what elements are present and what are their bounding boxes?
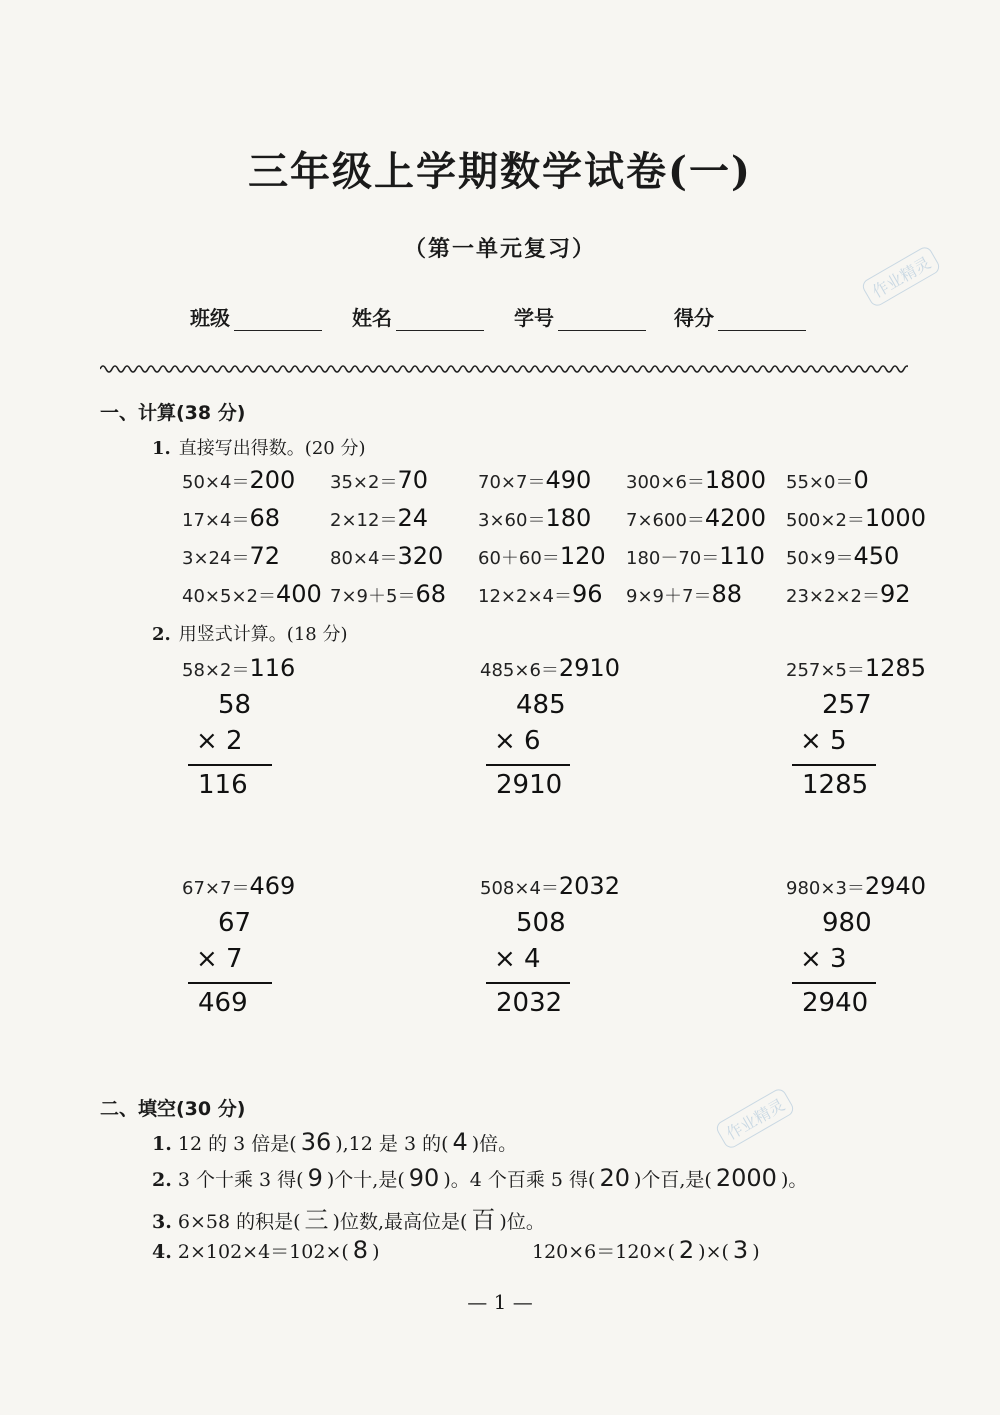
section-heading: 二、填空(30 分) [100,1098,246,1120]
math-problem [786,504,926,532]
calc-underline [188,764,272,766]
fill-text: )。 [780,1169,808,1191]
math-problem [626,542,765,570]
class-label: 班级 [190,306,230,330]
fill-item-3 [152,1200,545,1235]
handwritten-answer: 20 [599,1164,630,1192]
handwritten-answer: 3 [732,1236,749,1264]
student-id-blank [558,310,646,331]
vertical-calc-problem [480,654,660,834]
multiplicand: 67 [218,908,252,938]
score-label: 得分 [674,306,714,330]
handwritten-answer: 320 [397,542,444,570]
fill-text: )个百,是( [633,1169,712,1191]
fill-item-4b [532,1236,760,1264]
question-number: 3. [152,1211,172,1233]
math-problem [182,504,280,532]
multiplicand: 508 [516,908,566,938]
math-problem [626,466,766,494]
multiplicand: 58 [218,690,252,720]
multiplier: × 4 [494,944,541,974]
score-field [674,302,806,331]
math-problem [786,542,899,570]
math-problem [182,542,280,570]
wavy-divider [100,362,908,376]
problem-text: 60＋60＝ [478,548,560,569]
fill-text: )位。 [499,1211,545,1233]
problem-text: 485×6＝ [480,660,559,681]
multiplier: × 3 [800,944,847,974]
name-label: 姓名 [352,306,392,330]
product-result: 2910 [496,770,563,800]
handwritten-answer: 1000 [864,504,926,532]
calc-underline [188,982,272,984]
math-problem [182,580,322,608]
fill-text: ) [752,1241,760,1263]
problem-line [786,654,966,682]
fill-item-2 [152,1164,807,1192]
page-subtitle: （第一单元复习） [403,236,596,262]
handwritten-answer: 百 [471,1206,496,1234]
handwritten-answer: 70 [397,466,428,494]
problem-text: 58×2＝ [182,660,250,681]
question-number: 4. [152,1241,172,1263]
math-problem [478,542,606,570]
handwritten-answer: 96 [571,580,603,608]
fill-text: ),12 是 3 的( [335,1133,449,1155]
math-problem [330,504,428,532]
multiplicand: 485 [516,690,566,720]
math-problem [478,504,591,532]
multiplicand: 257 [822,690,872,720]
student-id-field [514,302,646,331]
vertical-calc-problem [480,872,660,1052]
vertical-calc-problem [182,654,362,834]
problem-text: 508×4＝ [480,878,559,899]
problem-text: 70×7＝ [478,472,546,493]
problem-text: 23×2×2＝ [786,586,880,607]
problem-text: 7×600＝ [626,510,705,531]
problem-text: 3×24＝ [182,548,250,569]
class-field [190,302,322,331]
handwritten-answer: 4 [452,1128,468,1156]
handwritten-answer: 180 [545,504,592,532]
handwritten-answer: 88 [711,580,742,608]
student-id-label: 学号 [514,306,554,330]
product-result: 2940 [802,988,869,1018]
math-problem [182,466,295,494]
section-heading: 一、计算(38 分) [100,402,246,424]
handwritten-answer: 2 [678,1236,695,1264]
problem-text: 40×5×2＝ [182,586,276,607]
handwritten-answer: 116 [249,654,296,682]
fill-text: 6×58 的积是( [177,1211,301,1233]
page-title: 三年级上学期数学试卷(一) [248,148,752,195]
handwritten-answer: 469 [249,872,296,900]
score-blank [718,310,806,331]
problem-text: 67×7＝ [182,878,250,899]
multiplier: × 2 [196,726,243,756]
handwritten-answer: 68 [249,504,280,532]
fill-text: )倍。 [471,1133,518,1155]
name-blank [396,310,484,331]
handwritten-answer: 24 [397,504,428,532]
vertical-calc-problem [786,872,966,1052]
handwritten-answer: 2000 [715,1164,777,1192]
problem-text: 3×60＝ [478,510,546,531]
product-result: 116 [198,770,248,800]
problem-text: 35×2＝ [330,472,398,493]
problem-text: 2×12＝ [330,510,398,531]
math-problem [478,580,603,608]
handwritten-answer: 400 [275,580,322,608]
calc-underline [792,764,876,766]
handwritten-answer: 2940 [864,872,926,900]
handwritten-answer: 0 [853,466,869,494]
handwritten-answer: 200 [249,466,296,494]
problem-text: 300×6＝ [626,472,705,493]
problem-line [480,654,660,682]
handwritten-answer: 450 [853,542,900,570]
class-blank [234,310,322,331]
problem-text: 50×9＝ [786,548,854,569]
product-result: 2032 [496,988,563,1018]
fill-text: 3 个十乘 3 得( [177,1169,304,1191]
calc-underline [486,764,570,766]
fill-text: )。4 个百乘 5 得( [443,1169,596,1191]
multiplier: × 5 [800,726,847,756]
handwritten-answer: 1285 [864,654,926,682]
math-problem [330,580,446,608]
watermark-logo: 作业精灵 [714,1086,796,1150]
fill-text: 12 的 3 倍是( [177,1133,297,1155]
multiplier: × 7 [196,944,243,974]
problem-line [182,654,362,682]
problem-line [182,872,362,900]
watermark-logo: 作业精灵 [860,244,942,308]
problem-line [786,872,966,900]
question-number: 2. [152,624,171,645]
handwritten-answer: 92 [879,580,911,608]
handwritten-answer: 110 [719,542,766,570]
multiplicand: 980 [822,908,872,938]
product-result: 1285 [802,770,869,800]
problem-text: 980×3＝ [786,878,865,899]
question-number: 1. [152,438,171,459]
problem-line [480,872,660,900]
math-problem [786,466,869,494]
problem-text: 17×4＝ [182,510,250,531]
fill-text: ) [372,1241,380,1263]
question-2-heading [152,620,347,646]
problem-text: 257×5＝ [786,660,865,681]
name-field [352,302,484,331]
calc-underline [486,982,570,984]
handwritten-answer: 36 [300,1128,332,1156]
problem-text: 500×2＝ [786,510,865,531]
product-result: 469 [198,988,248,1018]
handwritten-answer: 120 [559,542,606,570]
handwritten-answer: 2032 [558,872,620,900]
handwritten-answer: 72 [249,542,280,570]
problem-text: 7×9＋5＝ [330,586,416,607]
problem-text: 180－70＝ [626,548,720,569]
math-problem [786,580,911,608]
question-text: 用竖式计算。(18 分) [178,624,348,645]
handwritten-answer: 490 [545,466,592,494]
fill-text: 120×6＝120×( [532,1241,675,1263]
problem-text: 9×9＋7＝ [626,586,712,607]
problem-text: 12×2×4＝ [478,586,572,607]
multiplier: × 6 [494,726,541,756]
handwritten-answer: 2910 [558,654,620,682]
math-problem [626,504,766,532]
handwritten-answer: 68 [415,580,446,608]
fill-text: )个十,是( [326,1169,405,1191]
handwritten-answer: 4200 [704,504,766,532]
question-number: 2. [152,1169,172,1191]
question-text: 直接写出得数。(20 分) [178,438,366,459]
fill-item-1 [152,1128,517,1156]
math-problem [330,466,428,494]
problem-text: 50×4＝ [182,472,250,493]
question-1-heading [152,434,365,460]
problem-text: 80×4＝ [330,548,398,569]
fill-text: )位数,最高位是( [332,1211,468,1233]
handwritten-answer: 1800 [704,466,766,494]
vertical-calc-problem [182,872,362,1052]
question-number: 1. [152,1133,172,1155]
math-problem [626,580,742,608]
vertical-calc-problem [786,654,966,834]
fill-item-4a [152,1236,379,1264]
math-problem [330,542,443,570]
handwritten-answer: 9 [307,1164,323,1192]
page-number: — 1 — [467,1290,533,1314]
problem-text: 55×0＝ [786,472,854,493]
handwritten-answer: 8 [352,1236,369,1264]
math-problem [478,466,591,494]
fill-text: )×( [698,1241,729,1263]
handwritten-answer: 三 [304,1206,329,1234]
handwritten-answer: 90 [408,1164,440,1192]
calc-underline [792,982,876,984]
fill-text: 2×102×4＝102×( [177,1241,349,1263]
